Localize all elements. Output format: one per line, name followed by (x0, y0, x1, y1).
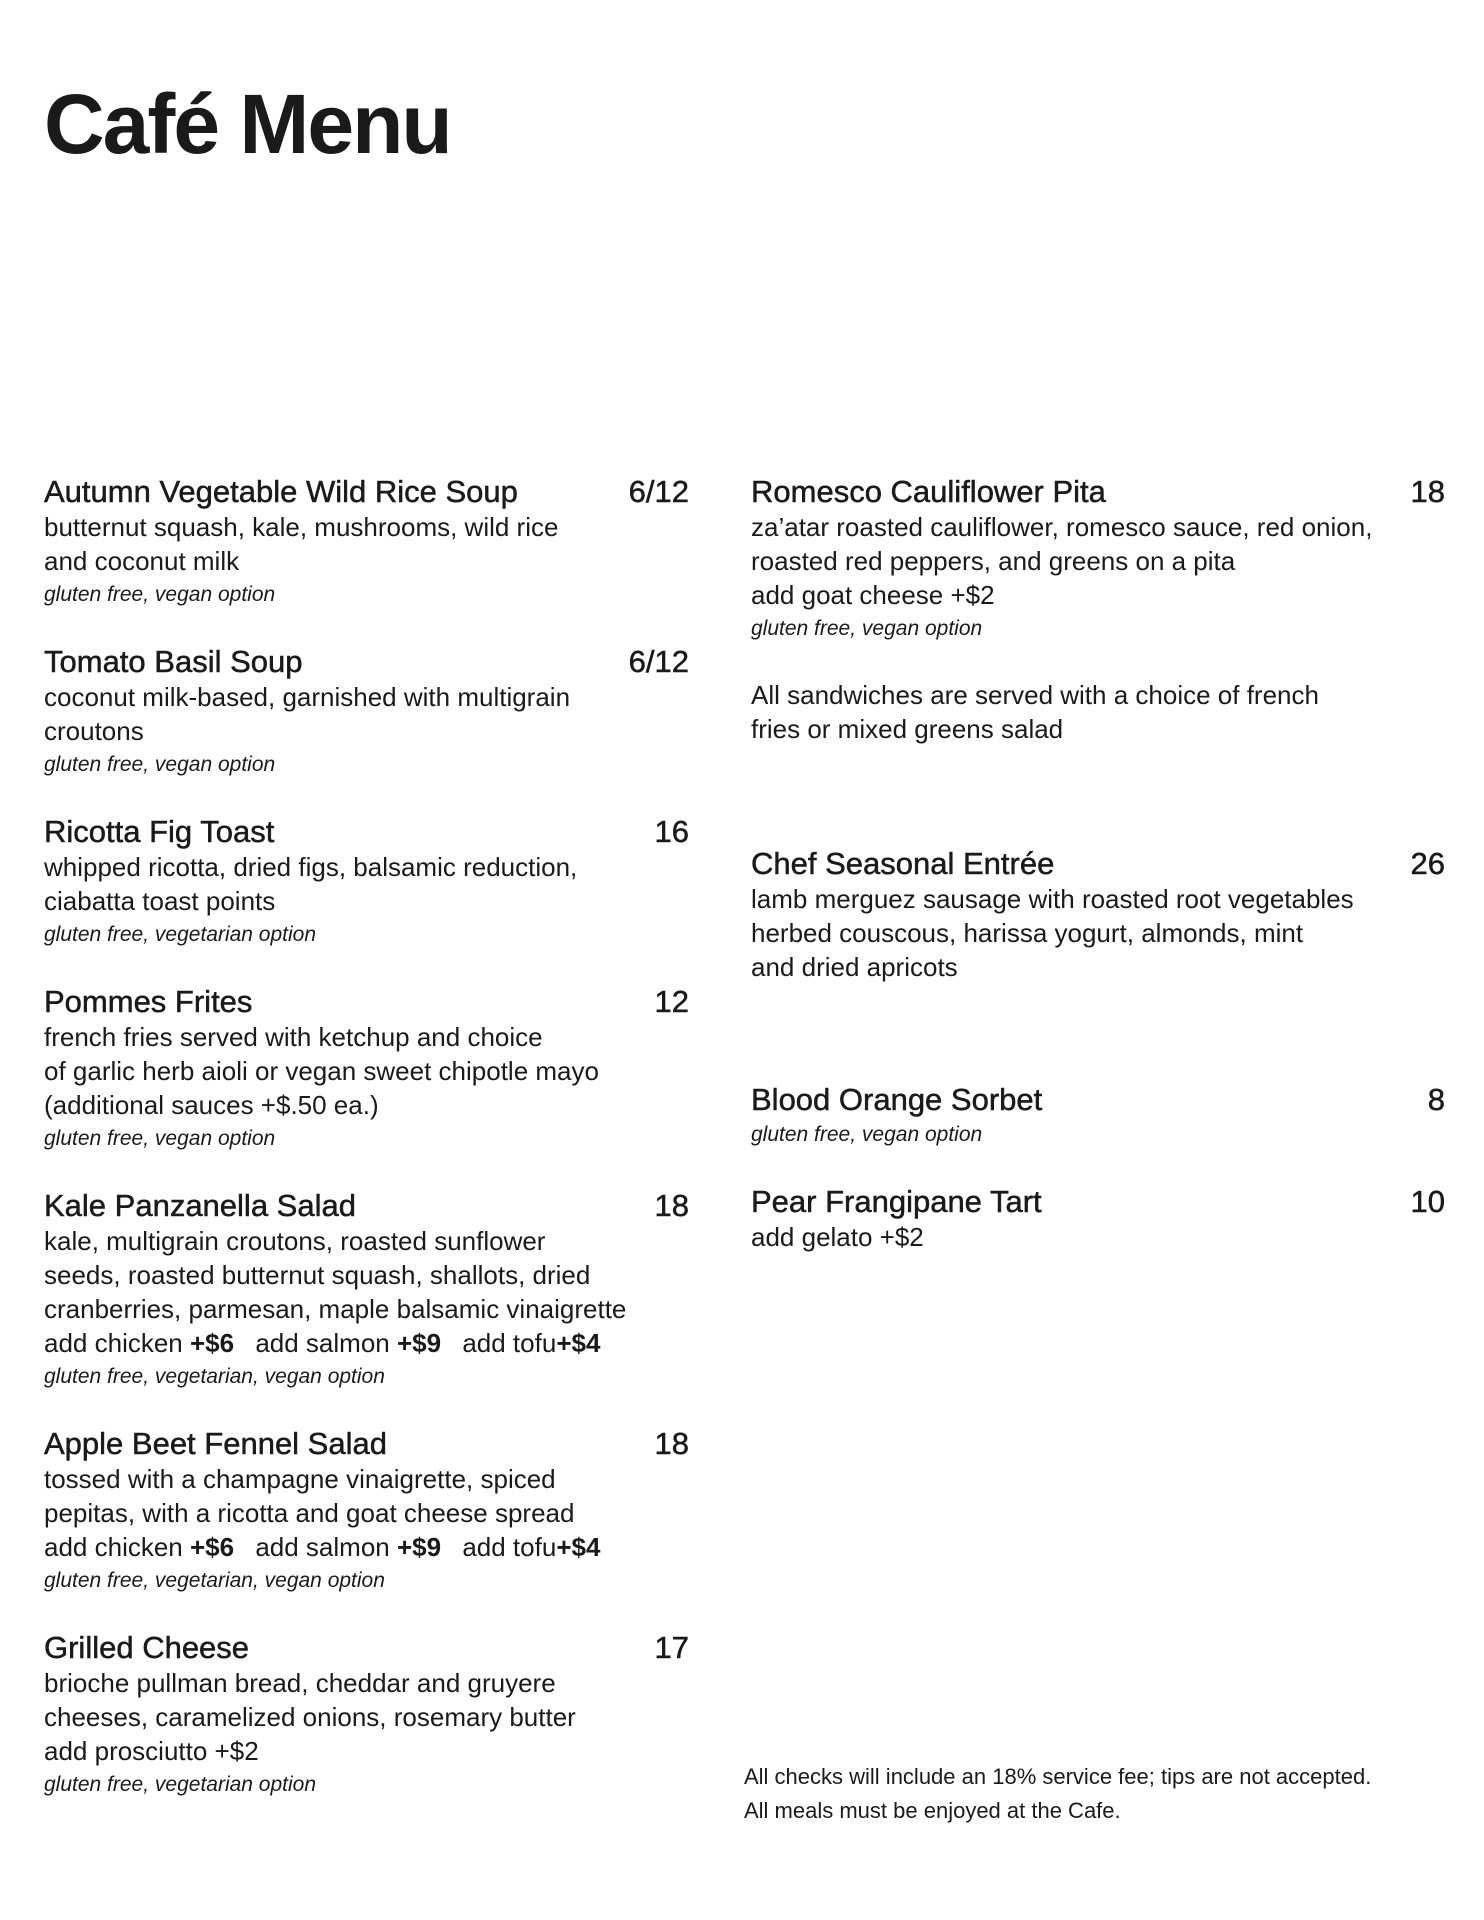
item-description: butternut squash, kale, mushrooms, wild rice (44, 512, 559, 542)
add-on-options (44, 1530, 689, 1564)
add-on-options (44, 1326, 689, 1360)
item-description: add prosciutto +$2 (44, 1736, 259, 1766)
item-description: seeds, roasted butternut squash, shallots, dried (44, 1260, 591, 1290)
menu-item-ricotta-fig-toast (44, 814, 689, 952)
item-description: brioche pullman bread, cheddar and gruyere (44, 1668, 556, 1698)
item-price: 26 (1410, 846, 1445, 881)
item-name: Tomato Basil Soup (44, 644, 303, 679)
dietary-note: gluten free, vegetarian option (44, 923, 317, 946)
menu-item-pear-frangipane-tart (751, 1184, 1445, 1254)
item-description: and dried apricots (751, 952, 958, 982)
item-name: Autumn Vegetable Wild Rice Soup (44, 474, 518, 509)
item-description: croutons (44, 716, 144, 746)
item-description: of garlic herb aioli or vegan sweet chipotle mayo (44, 1056, 599, 1086)
addon-price: +$4 (556, 1328, 601, 1358)
addon-price: +$4 (556, 1532, 601, 1562)
menu-item-wild-rice-soup (44, 474, 689, 612)
item-description: add gelato +$2 (751, 1222, 924, 1252)
item-price: 18 (654, 1188, 689, 1223)
menu-item-tomato-basil-soup (44, 644, 689, 782)
item-price: 6/12 (628, 474, 689, 509)
item-description: whipped ricotta, dried figs, balsamic reduction, (44, 852, 578, 882)
item-description: cheeses, caramelized onions, rosemary butter (44, 1702, 576, 1732)
dietary-note: gluten free, vegetarian, vegan option (44, 1365, 385, 1388)
item-description: coconut milk-based, garnished with multigrain (44, 682, 571, 712)
item-name: Blood Orange Sorbet (751, 1082, 1043, 1117)
menu-item-grilled-cheese (44, 1630, 689, 1802)
item-price: 18 (1410, 474, 1445, 509)
item-name: Apple Beet Fennel Salad (44, 1426, 387, 1461)
item-name: Romesco Cauliflower Pita (751, 474, 1106, 509)
addon-price: +$6 (189, 1328, 235, 1358)
item-description: (additional sauces +$.50 ea.) (44, 1090, 379, 1120)
dine-in-note: All meals must be enjoyed at the Cafe. (744, 1798, 1121, 1823)
addon-label: add tofu (462, 1532, 557, 1562)
item-name: Pear Frangipane Tart (751, 1184, 1042, 1219)
addon-price: +$9 (396, 1328, 442, 1358)
service-fee-note: All checks will include an 18% service fee; tips are not accepted. (744, 1764, 1372, 1789)
item-price: 16 (654, 814, 689, 849)
menu-item-kale-panzanella-salad (44, 1188, 689, 1394)
item-description: kale, multigrain croutons, roasted sunflower (44, 1226, 546, 1256)
item-description: tossed with a champagne vinaigrette, spiced (44, 1464, 556, 1494)
left-column (44, 474, 689, 1802)
item-description: add goat cheese +$2 (751, 580, 995, 610)
item-name: Ricotta Fig Toast (44, 814, 275, 849)
item-price: 10 (1410, 1184, 1445, 1219)
dietary-note: gluten free, vegan option (44, 583, 276, 606)
item-price: 8 (1427, 1082, 1445, 1117)
item-description: za’atar roasted cauliflower, romesco sauce, red onion, (751, 512, 1373, 542)
item-description: french fries served with ketchup and choice (44, 1022, 543, 1052)
item-description: herbed couscous, harissa yogurt, almonds, mint (751, 918, 1304, 948)
item-name: Chef Seasonal Entrée (751, 846, 1055, 881)
item-name: Grilled Cheese (44, 1630, 250, 1665)
addon-label: add chicken (44, 1328, 190, 1358)
dietary-note: gluten free, vegan option (44, 1127, 276, 1150)
menu-item-pommes-frites (44, 984, 689, 1156)
item-description: and coconut milk (44, 546, 240, 576)
menu-item-romesco-cauliflower-pita (751, 474, 1445, 646)
dietary-note: gluten free, vegan option (44, 753, 276, 776)
dietary-note: gluten free, vegan option (751, 617, 983, 640)
addon-label: add salmon (255, 1328, 397, 1358)
addon-price: +$6 (189, 1532, 235, 1562)
item-description: roasted red peppers, and greens on a pita (751, 546, 1236, 576)
right-column (751, 474, 1445, 1254)
item-price: 12 (654, 984, 689, 1019)
page-title: Café Menu (44, 77, 451, 171)
dietary-note: gluten free, vegan option (751, 1123, 983, 1146)
addon-label: add chicken (44, 1532, 190, 1562)
item-description: pepitas, with a ricotta and goat cheese spread (44, 1498, 575, 1528)
addon-label: add tofu (462, 1328, 557, 1358)
item-description: lamb merguez sausage with roasted root vegetables (751, 884, 1354, 914)
item-description: cranberries, parmesan, maple balsamic vinaigrette (44, 1294, 627, 1324)
dietary-note: gluten free, vegetarian, vegan option (44, 1569, 385, 1592)
menu-item-blood-orange-sorbet (751, 1082, 1445, 1152)
menu-item-apple-beet-fennel-salad (44, 1426, 689, 1598)
dietary-note: gluten free, vegetarian option (44, 1773, 317, 1796)
addon-label: add salmon (255, 1532, 397, 1562)
menu-item-chef-seasonal-entree (751, 846, 1445, 984)
footer-note (744, 1760, 1371, 1828)
item-price: 18 (654, 1426, 689, 1461)
addon-price: +$9 (396, 1532, 442, 1562)
item-price: 6/12 (628, 644, 689, 679)
sandwich-note: All sandwiches are served with a choice of french fries or mixed greens salad (751, 680, 1319, 744)
item-name: Pommes Frites (44, 984, 253, 1019)
item-price: 17 (654, 1630, 689, 1665)
item-description: ciabatta toast points (44, 886, 276, 916)
item-name: Kale Panzanella Salad (44, 1188, 356, 1223)
